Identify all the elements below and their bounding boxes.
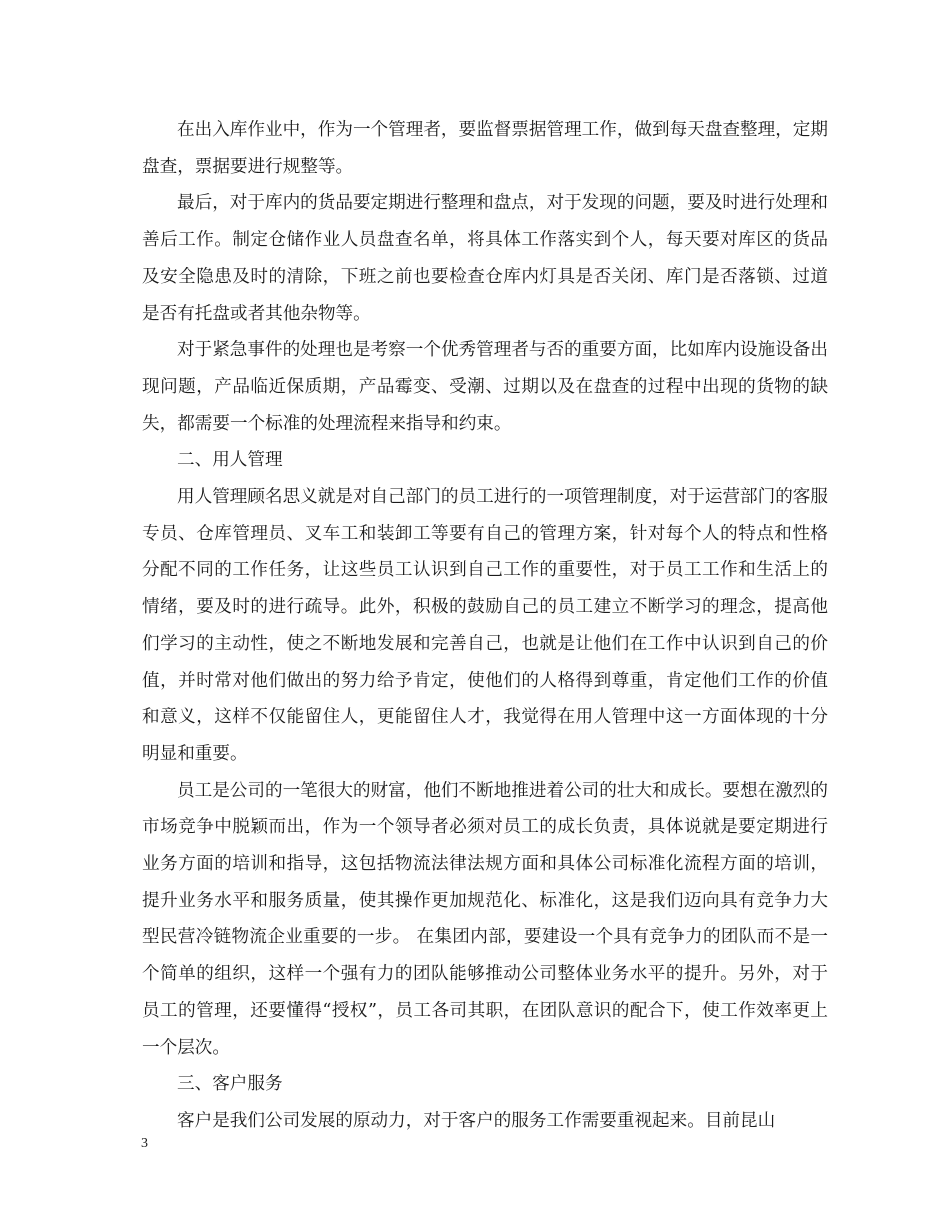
section-heading-customer-service: 三、客户服务	[177, 1074, 283, 1095]
paragraph-employee-training: 员工是公司的一笔很大的财富，他们不断地推进着公司的壮大和成长。要想在激烈的市场竞争中脱颖而出，作为一个领导者必须对员工的成长负责，具体说就是要定期进行业务方面的培训和指导，这包括物流法律法规方面和具体公司标准化流程方面的培训，提升业务水平和服务质量，使其操作更加规范化、标准化，这是我们迈向具有竞争力大型民营冷链物流企业重要的一步。 在集团内部，要建设一个具有竞争力的团队而不是一个简单的组织，这样一个强有力的团队能够推动公司整体业务水平的提升。另外，对于员工的管理，还要懂得“授权”，员工各司其职，在团队意识的配合下，使工作效率更上一个层次。	[142, 780, 828, 1058]
section-heading-staff-management: 二、用人管理	[177, 450, 283, 471]
paragraph-inbound-outbound: 在出入库作业中，作为一个管理者，要监督票据管理工作，做到每天盘查整理，定期盘查，票据要进行规整等。	[142, 120, 828, 177]
paragraph-inventory-check: 最后，对于库内的货品要定期进行整理和盘点，对于发现的问题，要及时进行处理和善后工作。制定仓储作业人员盘查名单，将具体工作落实到个人，每天要对库区的货品及安全隐患及时的清除，下班之前也要检查仓库内灯具是否关闭、库门是否落锁、过道是否有托盘或者其他杂物等。	[142, 193, 828, 324]
document-body	[142, 112, 828, 1140]
paragraph-customer-service: 客户是我们公司发展的原动力，对于客户的服务工作需要重视起来。目前昆山	[177, 1110, 776, 1131]
paragraph-emergency-handling: 对于紧急事件的处理也是考察一个优秀管理者与否的重要方面，比如库内设施设备出现问题，产品临近保质期，产品霉变、受潮、过期以及在盘查的过程中出现的货物的缺失，都需要一个标准的处理流程来指导和约束。	[142, 340, 828, 434]
paragraph-staff-management: 用人管理顾名思义就是对自己部门的员工进行的一项管理制度，对于运营部门的客服专员、仓库管理员、叉车工和装卸工等要有自己的管理方案，针对每个人的特点和性格分配不同的工作任务，让这些员工认识到自己工作的重要性，对于员工工作和生活上的情绪，要及时的进行疏导。此外，积极的鼓励自己的员工建立不断学习的理念，提高他们学习的主动性，使之不断地发展和完善自己，也就是让他们在工作中认识到自己的价值，并时常对他们做出的努力给予肯定，使他们的人格得到尊重，肯定他们工作的价值和意义，这样不仅能留住人，更能留住人才，我觉得在用人管理中这一方面体现的十分明显和重要。	[142, 487, 828, 764]
page-number: 3	[141, 1136, 148, 1151]
